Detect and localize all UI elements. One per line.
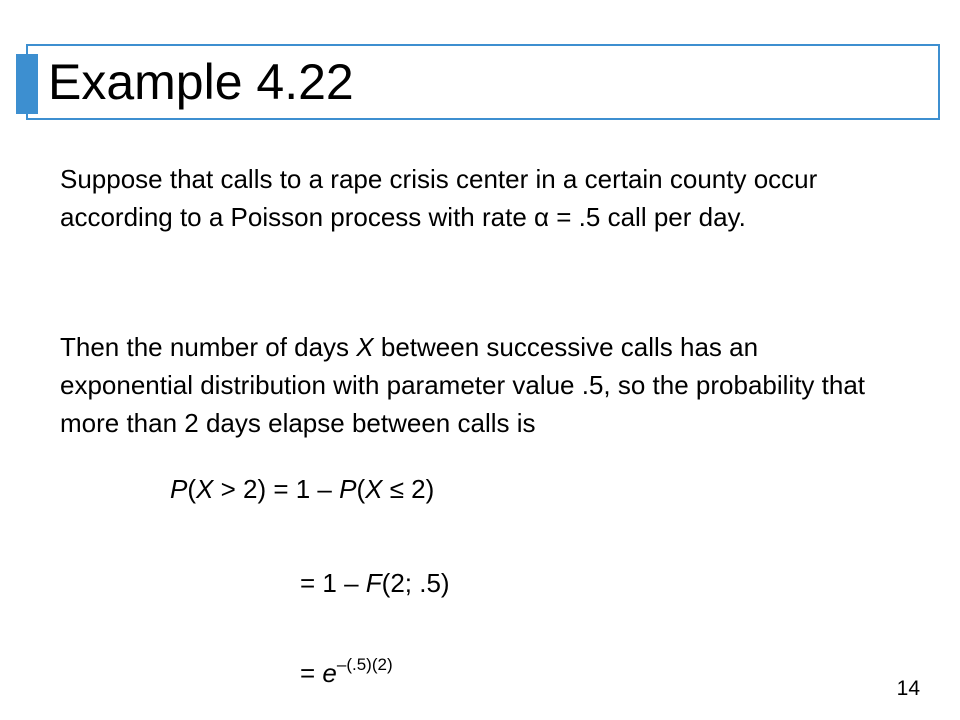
eq1-paren-1: ( [187, 474, 197, 504]
eq3-text: = [300, 658, 323, 688]
eq1-prob-symbol-1: P [170, 474, 188, 504]
eq2-text-1: = 1 – [300, 568, 366, 598]
equation-line-3 [300, 656, 393, 694]
eq1-var-x-1: X [196, 474, 214, 504]
eq1-text-2: ≤ 2) [382, 474, 435, 504]
paragraph-poisson-setup: Suppose that calls to a rape crisis center in a certain county occur according to a Poisson process with rate α = .5 call per day. [60, 164, 818, 232]
eq1-paren-2: ( [356, 474, 366, 504]
paragraph-text-start: Then the number of days [60, 332, 357, 362]
eq1-prob-symbol-2: P [339, 474, 357, 504]
eq2-cdf-symbol: F [365, 568, 382, 598]
page-number: 14 [896, 677, 920, 700]
paragraph-text-end: between successive calls has an exponential distribution with parameter value .5, so the probability that more than 2 days elapse between calls is [60, 332, 866, 438]
eq1-var-x-2: X [365, 474, 383, 504]
eq3-base-e: e [322, 658, 337, 688]
equation-line-2 [300, 566, 450, 600]
paragraph-exponential [60, 328, 890, 442]
eq2-text-2: (2; .5) [381, 568, 450, 598]
eq1-text-1: > 2) = 1 – [213, 474, 340, 504]
equation-line-1 [170, 472, 434, 506]
eq3-exponent: –(.5)(2) [336, 655, 393, 674]
slide-title: Example 4.22 [48, 54, 354, 110]
variable-x: X [356, 332, 374, 362]
